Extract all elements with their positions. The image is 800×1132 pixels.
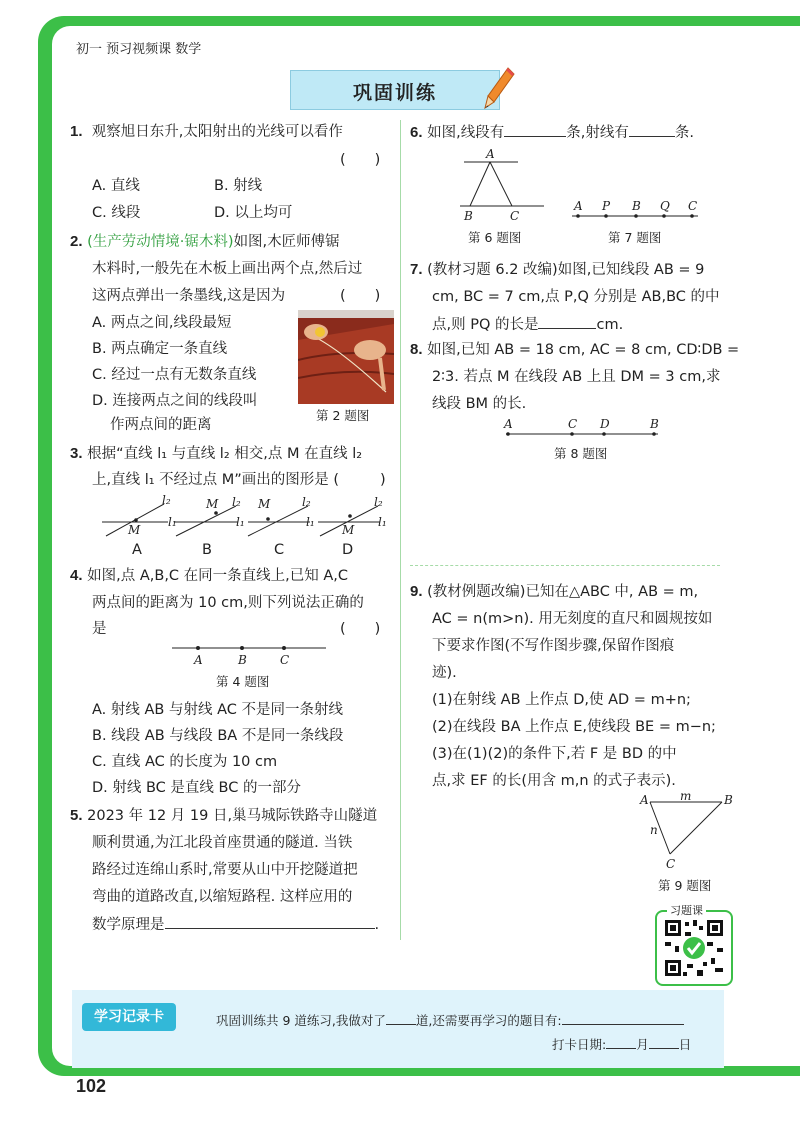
qr-code-icon[interactable]	[663, 918, 725, 978]
q9-step1: (1)在射线 AB 上作点 D,使 AD = m+n;	[432, 692, 691, 708]
q6-blank-segments[interactable]	[504, 118, 566, 137]
q8-figure	[498, 416, 668, 442]
q1-option-d: D. 以上均可	[214, 205, 293, 221]
record-day-label: 日	[678, 1037, 692, 1052]
q5-number: 5.	[70, 807, 83, 824]
q1-number: 1.	[70, 123, 83, 140]
q9-line1	[410, 578, 698, 606]
q5-line1	[70, 802, 377, 830]
q6-point-a: A	[486, 147, 495, 161]
q2-text1: 如图,木匠师傅锯	[233, 234, 340, 250]
q2-option-d1: D. 连接两点之间的线段叫	[92, 393, 258, 409]
q4-option-d: D. 射线 BC 是直线 BC 的一部分	[92, 780, 301, 796]
q1-answer-paren: ( )	[340, 152, 381, 168]
q3-a-l2: l₂	[162, 494, 171, 507]
record-day-blank[interactable]	[649, 1034, 679, 1049]
q4-option-b: B. 线段 AB 与线段 BA 不是同一条线段	[92, 728, 344, 744]
q7-point-q: Q	[660, 199, 670, 213]
record-line1	[216, 1010, 684, 1029]
page-number: 102	[76, 1076, 107, 1096]
q3-a-l1: l₁	[168, 515, 177, 529]
q5-line5	[92, 910, 379, 939]
q3-c-l1: l₁	[306, 515, 315, 529]
q3-b-l1: l₁	[236, 515, 245, 529]
q3-label-d: D	[342, 542, 354, 558]
q7-answer-blank[interactable]	[538, 310, 596, 329]
q5-line2: 顺利贯通,为江北段首座贯通的隧道. 当铁	[92, 835, 353, 851]
page-header: 初一 预习视频课 数学	[76, 42, 202, 57]
q4-number: 4.	[70, 567, 83, 584]
q3-c-l2: l₂	[302, 495, 311, 509]
q4-line3: 是	[92, 621, 107, 637]
q8-point-c: C	[568, 417, 578, 431]
woodworking-photo	[298, 310, 394, 404]
q6-text-c: 条.	[674, 125, 694, 141]
q8-point-b: B	[650, 417, 659, 431]
q3-figure-a	[102, 494, 177, 537]
record-review-blank[interactable]	[562, 1010, 684, 1025]
record-month-blank[interactable]	[606, 1034, 636, 1049]
q3-line2: 上,直线 l₁ 不经过点 M”画出的图形是 (	[92, 472, 340, 488]
pencil-icon	[482, 66, 516, 112]
q4-point-a: A	[194, 653, 203, 667]
q2-option-a: A. 两点之间,线段最短	[92, 315, 232, 331]
q6-point-b: B	[464, 209, 473, 223]
record-line2	[552, 1034, 691, 1053]
q2-option-b: B. 两点确定一条直线	[92, 341, 228, 357]
q3-figure-c	[248, 495, 315, 536]
q1-option-a: A. 直线	[92, 178, 140, 194]
q4-option-c: C. 直线 AC 的长度为 10 cm	[92, 754, 278, 770]
section-title: 巩固训练	[352, 82, 437, 104]
q4-option-a: A. 射线 AB 与射线 AC 不是同一条射线	[92, 702, 343, 718]
q2-line1	[70, 228, 340, 256]
q8-caption: 第 8 题图	[554, 446, 608, 461]
q9-figure	[638, 790, 734, 870]
q6-number: 6.	[410, 124, 423, 141]
q2-option-d2: 作两点间的距离	[110, 417, 212, 433]
q9-step3: (3)在(1)(2)的条件下,若 F 是 BD 的中	[432, 746, 677, 762]
q3-b-m: M	[206, 497, 219, 511]
q9-line2: AC = n(m>n). 用无刻度的直尺和圆规按如	[432, 611, 713, 627]
q3-c-m: M	[258, 497, 271, 511]
q3-d-l1: l₁	[378, 515, 387, 529]
q3-d-l2: l₂	[374, 495, 383, 509]
study-record-tag: 学习记录卡	[82, 1003, 176, 1031]
q6-point-c: C	[510, 209, 520, 223]
q2-line3: 这两点弹出一条墨线,这是因为	[92, 288, 286, 304]
q3-paren-end: )	[380, 472, 386, 488]
q4-point-b: B	[238, 653, 247, 667]
qr-label: 习题课	[667, 902, 706, 918]
q6-figure	[456, 146, 552, 226]
q4-point-c: C	[280, 653, 290, 667]
q5-text5: 数学原理是	[92, 917, 165, 933]
q2-caption: 第 2 题图	[316, 408, 370, 423]
q7-text3a: 点,则 PQ 的长是	[432, 317, 539, 333]
q8-line3: 线段 BM 的长.	[432, 396, 527, 412]
q6-caption: 第 6 题图	[468, 230, 522, 245]
q6-line1	[410, 118, 694, 147]
q7-point-c: C	[688, 199, 698, 213]
q8-number: 8.	[410, 341, 423, 358]
q9-step4: 点,求 EF 的长(用含 m,n 的式子表示).	[432, 773, 676, 789]
q3-number: 3.	[70, 445, 83, 462]
record-text1b: 道,还需要再学习的题目有:	[415, 1013, 562, 1028]
q3-figure-d	[318, 495, 387, 537]
qr-frame[interactable]	[655, 910, 733, 986]
record-text1a: 巩固训练共 9 道练习,我做对了	[216, 1013, 386, 1028]
q3-label-c: C	[274, 542, 285, 558]
q3-a-m: M	[128, 523, 141, 537]
record-date-label: 打卡日期:	[552, 1037, 607, 1052]
q4-text1: 如图,点 A,B,C 在同一条直线上,已知 A,C	[87, 568, 349, 584]
column-divider	[400, 120, 401, 940]
q9-line3: 下要求作图(不写作图步骤,保留作图痕	[432, 638, 675, 654]
q2-line2: 木料时,一般先在木板上画出两个点,然后过	[92, 261, 363, 277]
q4-caption: 第 4 题图	[216, 674, 270, 689]
q3-label-b: B	[202, 542, 212, 558]
q6-text-a: 如图,线段有	[427, 125, 505, 141]
q7-figure	[570, 196, 700, 226]
q4-line1	[70, 562, 348, 590]
q5-line4: 弯曲的道路改直,以缩短路程. 这样应用的	[92, 889, 353, 905]
section-divider	[410, 565, 720, 566]
q4-line2: 两点间的距离为 10 cm,则下列说法正确的	[92, 595, 364, 611]
q6-text-b: 条,射线有	[566, 125, 629, 141]
q5-line3: 路经过连绵山系时,常要从山中开挖隧道把	[92, 862, 358, 878]
q8-text1: 如图,已知 AB = 18 cm, AC = 8 cm, CD∶DB =	[427, 342, 740, 358]
q2-option-c: C. 经过一点有无数条直线	[92, 367, 257, 383]
q5-answer-blank[interactable]	[165, 910, 375, 929]
q4-figure	[170, 640, 330, 670]
q3-text1: 根据“直线 l₁ 与直线 l₂ 相交,点 M 在直线 l₂	[87, 446, 363, 462]
q1-text: 观察旭日东升,太阳射出的光线可以看作	[91, 124, 343, 140]
q8-point-a: A	[504, 417, 513, 431]
q9-point-a: A	[640, 793, 649, 807]
q7-point-b: B	[632, 199, 641, 213]
q9-caption: 第 9 题图	[658, 878, 712, 893]
record-correct-blank[interactable]	[386, 1010, 416, 1025]
q9-line4: 迹).	[432, 665, 457, 681]
q7-text3b: cm.	[596, 317, 624, 333]
q3-line1	[70, 440, 362, 468]
q2-tag: (生产劳动情境·锯木料)	[87, 234, 234, 250]
q1-option-b: B. 射线	[214, 178, 263, 194]
record-month-label: 月	[636, 1037, 649, 1052]
q2-number: 2.	[70, 233, 83, 250]
q2-answer-paren: ( )	[340, 288, 381, 304]
q3-d-m: M	[342, 523, 355, 537]
q7-caption: 第 7 题图	[608, 230, 662, 245]
q9-number: 9.	[410, 583, 423, 600]
q3-label-a: A	[132, 542, 142, 558]
q7-line1	[410, 256, 704, 284]
q9-point-b: B	[724, 793, 733, 807]
q8-line2: 2∶3. 若点 M 在线段 AB 上且 DM = 3 cm,求	[432, 369, 721, 385]
q1-stem	[70, 118, 343, 146]
section-title-box	[290, 70, 500, 110]
q9-label-m: m	[680, 790, 692, 803]
q9-label-n: n	[650, 823, 658, 837]
q7-number: 7.	[410, 261, 423, 278]
q7-point-a: A	[574, 199, 583, 213]
q8-line1	[410, 336, 739, 364]
q5-text1: 2023 年 12 月 19 日,巢马城际铁路寺山隧道	[87, 808, 378, 824]
q9-step2: (2)在线段 BA 上作点 E,使线段 BE = m−n;	[432, 719, 716, 735]
q5-end: .	[374, 917, 380, 933]
q7-line3	[432, 310, 623, 339]
q9-point-c: C	[666, 857, 676, 870]
q8-point-d: D	[600, 417, 610, 431]
q4-answer-paren: ( )	[340, 621, 381, 637]
q7-line2: cm, BC = 7 cm,点 P,Q 分别是 AB,BC 的中	[432, 289, 720, 305]
q7-point-p: P	[602, 199, 611, 213]
q6-blank-rays[interactable]	[629, 118, 675, 137]
q3-b-l2: l₂	[232, 495, 241, 509]
q9-text1: (教材例题改编)已知在△ABC 中, AB = m,	[427, 584, 699, 600]
q1-option-c: C. 线段	[92, 205, 141, 221]
q7-text1: (教材习题 6.2 改编)如图,已知线段 AB = 9	[427, 262, 705, 278]
q3-figure-b	[174, 495, 245, 536]
